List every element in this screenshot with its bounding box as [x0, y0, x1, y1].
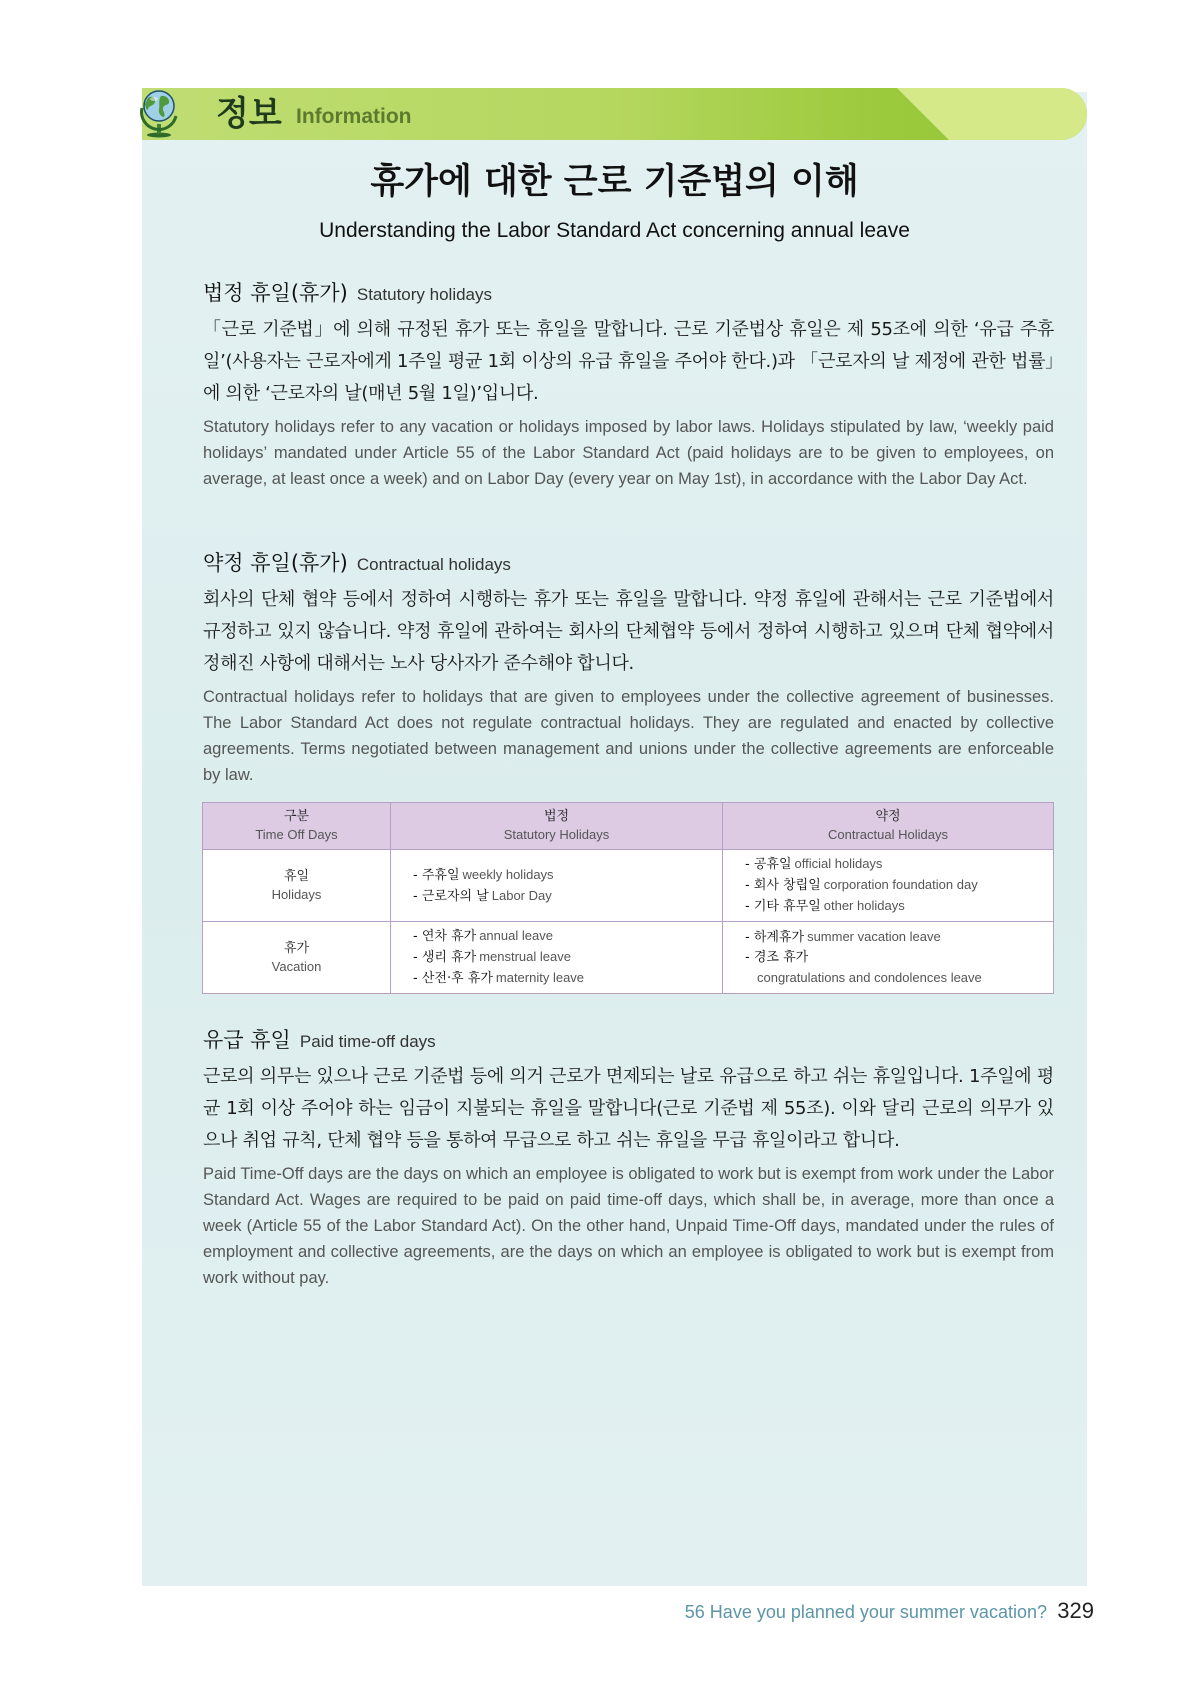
page-number: 329 — [1057, 1598, 1094, 1623]
contractual-cell — [723, 850, 1054, 922]
item-ko: - 경조 휴가 — [745, 950, 809, 965]
section-heading-en: Statutory holidays — [356, 285, 493, 304]
header-en: Time Off Days — [255, 827, 338, 842]
section-heading-en: Contractual holidays — [356, 555, 511, 574]
section-statutory — [203, 278, 1054, 492]
section-body-en: Statutory holidays refer to any vacation or holidays imposed by labor laws. Holidays stipulated by law, ‘weekly paid holidays’ mandated under Article 55 of the Labor Standard Act (paid holidays are to be given to employees, on average, at least once a week) and on Labor Day (every year on May 1st), in accordance with the Labor Day Act. — [203, 418, 1054, 488]
table-header-row — [203, 803, 1054, 850]
table-header-cell — [203, 803, 391, 850]
header-ko: 약정 — [875, 809, 901, 824]
header-en: Contractual Holidays — [828, 827, 948, 842]
item-en: Labor Day — [491, 887, 552, 903]
section-heading-ko: 유급 휴일 — [203, 1028, 291, 1052]
row-head-en: Holidays — [271, 886, 322, 902]
header-subtitle: Information — [296, 105, 412, 128]
page-subtitle: Understanding the Labor Standard Act concerning annual leave — [319, 219, 910, 242]
section-body-ko: 「근로 기준법」에 의해 규정된 휴가 또는 휴일을 말합니다. 근로 기준법상 휴일은 제 55조에 의한 ‘유급 주휴일’(사용자는 근로자에게 1주일 평균 1회 이상의 유급 휴일을 주어야 한다.)과 「근로자의 날 제정에 관한 법률」에 의한 ‘근로자의 날(매년 5월 1일)’입니다. — [203, 319, 1054, 404]
list-item — [745, 854, 1053, 875]
item-ko: - 생리 휴가 — [413, 950, 477, 965]
list-item — [745, 948, 1053, 988]
item-en: weekly holidays — [462, 866, 554, 882]
item-ko: - 하계휴가 — [745, 930, 805, 945]
section-heading — [203, 1025, 1054, 1057]
globe-icon — [136, 86, 182, 138]
item-en: summer vacation leave — [807, 929, 941, 944]
list-item — [413, 926, 722, 947]
row-head-ko: 휴일 — [283, 868, 310, 884]
header-en: Statutory Holidays — [503, 827, 610, 842]
section-body-ko: 회사의 단체 협약 등에서 정하여 시행하는 휴가 또는 휴일을 말합니다. 약정 휴일에 관해서는 근로 기준법에서 규정하고 있지 않습니다. 약정 휴일에 관하여는 회사의 단체협약 등에서 정하여 시행하고 있으며 단체 협약에서 정해진 사항에 대해서는 노사 당사자가 준수해야 합니다. — [203, 589, 1054, 674]
item-ko: - 공휴일 — [745, 857, 792, 872]
section-contractual — [203, 548, 1054, 788]
list-item — [745, 896, 1053, 917]
list-item — [413, 968, 722, 989]
table-row — [203, 850, 1054, 922]
item-en: maternity leave — [495, 970, 585, 985]
item-en: other holidays — [823, 898, 905, 913]
row-head-cell — [203, 922, 391, 994]
item-ko: - 회사 창립일 — [745, 878, 821, 893]
header-ko: 법정 — [543, 809, 570, 824]
section-heading-en: Paid time-off days — [299, 1032, 436, 1051]
section-body-en: Contractual holidays refer to holidays that are given to employees under the collective agreement of businesses. The Labor Standard Act does not regulate contractual holidays. They are regulated and enacted by collective agreements. Terms negotiated between management and unions under the collective agreements are enforceable by law. — [203, 688, 1054, 784]
item-ko: - 근로자의 날 — [413, 888, 489, 904]
section-heading-ko: 약정 휴일(휴가) — [203, 551, 348, 575]
list-item — [413, 947, 722, 968]
table-header-cell — [391, 803, 723, 850]
item-en: annual leave — [479, 928, 553, 943]
row-head-en: Vacation — [271, 958, 322, 974]
contractual-cell — [723, 922, 1054, 994]
section-paid-time-off — [203, 1025, 1054, 1291]
item-ko: - 기타 휴무일 — [745, 899, 821, 914]
page-title: 휴가에 대한 근로 기준법의 이해 — [370, 162, 859, 202]
table-header-cell — [723, 803, 1054, 850]
statutory-cell — [391, 850, 723, 922]
row-head-ko: 휴가 — [283, 940, 310, 956]
item-ko: - 산전·후 휴가 — [413, 971, 493, 986]
item-en: official holidays — [794, 856, 883, 871]
header-bar-accent — [897, 88, 1087, 140]
section-heading-ko: 법정 휴일(휴가) — [203, 281, 348, 305]
list-item — [413, 886, 722, 907]
list-item — [745, 927, 1053, 948]
section-heading — [203, 278, 1054, 310]
header-bar — [142, 88, 1087, 140]
list-item — [413, 865, 722, 886]
list-item — [745, 875, 1053, 896]
section-body-ko: 근로의 의무는 있으나 근로 기준법 등에 의거 근로가 면제되는 날로 유급으로 하고 쉬는 휴일입니다. 1주일에 평균 1회 이상 주어야 하는 임금이 지불되는 휴일을 말합니다(근로 기준법 제 55조). 이와 달리 근로의 의무가 있으나 취업 규칙, 단체 협약 등을 통하여 무급으로 하고 쉬는 휴일을 무급 휴일이라고 합니다. — [203, 1066, 1054, 1151]
item-ko: - 주휴일 — [413, 867, 460, 883]
header-ko: 구분 — [283, 809, 310, 824]
row-head-cell — [203, 850, 391, 922]
table-row — [203, 922, 1054, 994]
footer-chapter-title: 56 Have you planned your summer vacation? — [684, 1602, 1047, 1622]
holiday-table — [202, 802, 1054, 994]
item-en: congratulations and condolences leave — [757, 970, 982, 985]
header-title: 정보 — [216, 94, 282, 134]
item-en: menstrual leave — [479, 949, 571, 964]
section-heading — [203, 548, 1054, 580]
statutory-cell — [391, 922, 723, 994]
item-ko: - 연차 휴가 — [413, 929, 477, 944]
section-body-en: Paid Time-Off days are the days on which an employee is obligated to work but is exempt from work under the Labor Standard Act. Wages are required to be paid on paid time-off days, which shall be, in average, more than once a week (Article 55 of the Labor Standard Act). On the other hand, Unpaid Time-Off days, mandated under the rules of employment and collective agreements, are the days on which an employee is obligated to work but is exempt from work without pay. — [203, 1165, 1054, 1287]
item-en: corporation foundation day — [823, 877, 978, 892]
